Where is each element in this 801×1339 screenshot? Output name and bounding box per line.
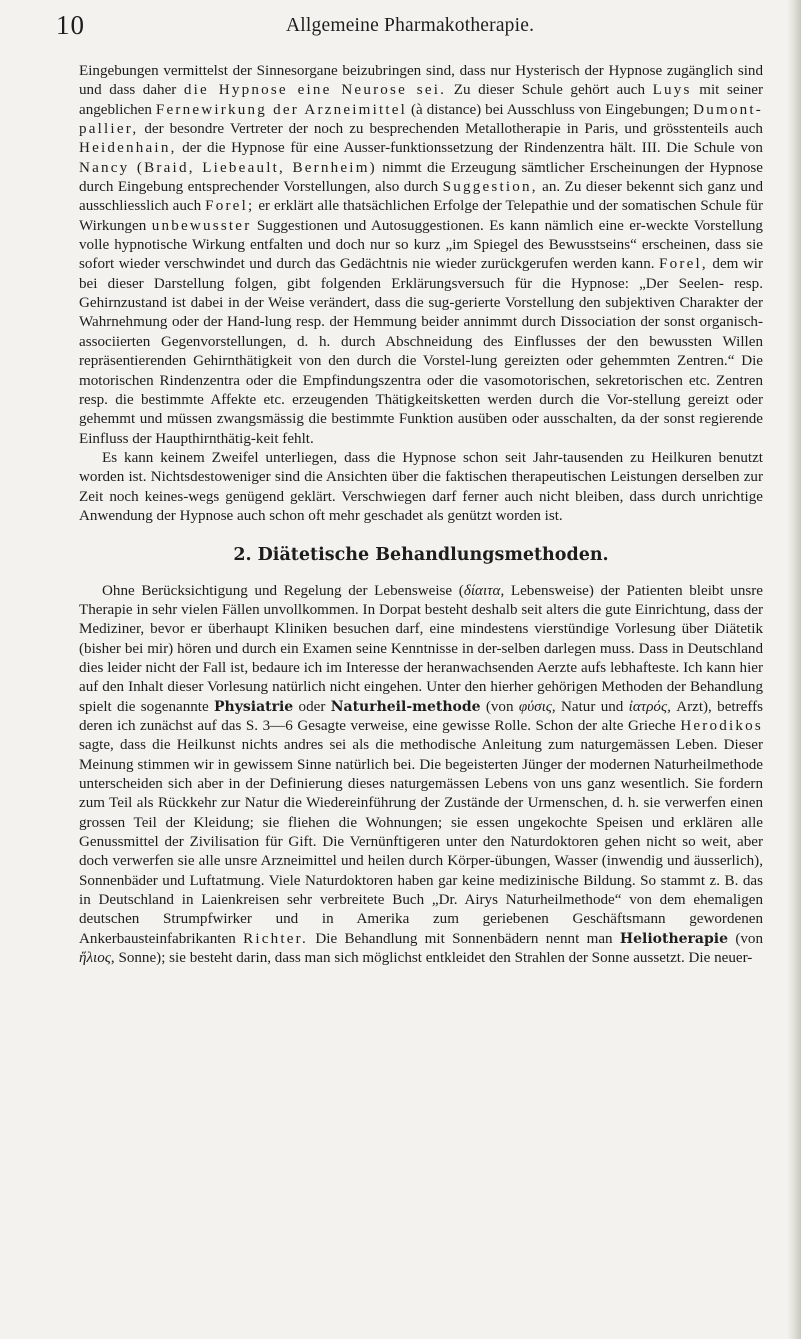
section-heading xyxy=(79,546,763,565)
greek-word: φύσις xyxy=(518,698,552,715)
text-run: , Sonne); sie besteht darin, dass man sich möglichst entkleidet den Strahlen der Sonne aussetzt. Die neuer- xyxy=(110,950,753,967)
paragraph-hypnosis-schools xyxy=(79,62,763,449)
text-run: Zu dieser Schule gehört auch xyxy=(453,82,646,99)
person-name: Dumont-pallier, xyxy=(79,101,763,138)
text-run: , Lebensweise) der Patienten bleibt unsre Therapie in sehr vielen Fällen unvollkommen. In Dorpat besteht deshalb seit alters die gute Einrichtung, dass der Mediziner, bevor er überhaupt Kliniken besuchen darf, eine mindestens vierstündige Vorlesung über Diätetik (bisher bei mir) hören und durch ein Examen seine Kenntnisse in der-selben darlegen muss. Dass in Deutschland dies leider nicht der Fall ist, bedaure ich im Interesse der heranwachsenden Aerzte aufs lebhafteste. Ich kann hier auf den Inhalt dieser Vorlesung natürlich nicht eingehen. Unter den hierher gehörigen Methoden der Behandlung spielt die sogenannte xyxy=(79,582,763,715)
text-run: (von xyxy=(485,698,514,715)
person-name: Nancy (Braid, Liebeault, Bernheim) xyxy=(79,159,377,176)
page-number: 10 xyxy=(56,10,85,40)
body-text xyxy=(79,62,763,968)
greek-word: δίαιτα xyxy=(463,582,501,599)
greek-word: ἥλιος xyxy=(79,950,111,967)
person-name: Heidenhain, xyxy=(79,140,177,157)
bold-term: Physiatrie xyxy=(214,698,294,715)
text-run: der besondre Vertreter der noch zu besprechenden Metallotherapie in Paris, und grösstenteils auch xyxy=(144,121,763,138)
paragraph-dietetics xyxy=(79,582,763,969)
spaced-emphasis: Fernewirkung der Arzneimittel xyxy=(155,101,408,118)
text-run: Suggestionen und Autosuggestionen. Es kann nämlich eine er-weckte Vorstellung volle hypnotische Wirkung entfalten und doch nur so kurz „im Spiegel des Bewusstseins“ erscheinen, dass sie sofort wieder verschwindet und durch das Gedächtnis nie wieder zurückgerufen werden kann. xyxy=(79,217,763,273)
text-run: er erklärt alle thatsächlichen Erfolge der Telepathie und der somatischen Schule für Wirkungen xyxy=(79,198,764,234)
text-run: der die Hypnose für eine Ausser-funktionssetzung der Rindenzentra hält. III. Die Schule von xyxy=(182,140,763,157)
text-run: dem wir bei dieser Darstellung folgen, gibt folgenden Erklärungsversuch für die Hypnose: „Der Seelen- resp. Gehirnzustand ist dabei in der Weise verändert, dass die sug-gerierte Vorstellung den subjektiven Charakter der Wahrnehmung oder der Hand-lung resp. der Hemmung beider annimmt durch Dissociation der sonst organisch-associierten Gegenvorstellungen, d. h. durch Abschneidung des Einflusses der den bewussten Willen repräsentierenden Gehirnthätigkeit von den durch die Vorstel-lung gereizten oder gehemmten Zentren.“ Die motorischen Rindenzentra oder die Empfindungszentra oder die vasomotorischen, sekretorischen etc. Zentren resp. die bestimmte Affekte etc. erzeugenden Thätigkeitsketten werden durch die Vor-stellung gereizt oder gehemmt und müssen zwangsmässig die bestimmte Funktion ausüben oder ausschalten, da der sonst regierende Einfluss der Haupthirnthätig-keit fehlt. xyxy=(79,256,764,447)
person-name: Forel, xyxy=(659,256,708,273)
text-run: sagte, dass die Heilkunst nichts andres sei als die methodische Anleitung zum naturgemässen Leben. Dieser Meinung stimmen wir in gewissem Sinne natürlich bei. Die begeisterten Jünger der modernen Naturheilmethode unterscheiden sich aber in der Definierung dieses naturgemässen Lebens von uns ganz wesentlich. Sie fordern zum Teil als Rückkehr zur Natur die Wiedereinführung der Zustände der Urmenschen, d. h. sie verwerfen einen grossen Teil der Kleidung; sie fliehen die Wohnungen; sie essen ungekochte Speisen und erklären alle Genussmittel der Zivilisation für Gift. Die Vernünftigeren unter den Naturdoktoren gehen nicht so weit, aber doch verwerfen sie alle unsre Arzneimittel und heilen durch Körper-übungen, Wasser (inwendig und äusserlich), Sonnenbäder und Luftatmung. Viele Naturdoktoren haben gar keine medizinische Bildung. So stammt z. B. das in Deutschland in Laienkreisen sehr verbreitete Buch „Dr. Airys Naturheilmethode“ von dem ehemaligen deutschen Strumpfwirker und in Amerika zum geriebenen Geschäftsmann gewordenen Ankerbausteinfabrikanten xyxy=(79,737,763,947)
paragraph-hypnosis-history: Es kann keinem Zweifel unterliegen, dass die Hypnose schon seit Jahr-tausenden zu Heilkuren benutzt worden ist. Nichtsdestoweniger sind die Ansichten über die faktischen therapeutischen Leistungen derselben zur Zeit noch keines-wegs genügend geklärt. Verschwiegen darf ferner auch nicht bleiben, dass durch unrichtige Anwendung der Hypnose auch schon oft mehr geschadet als genützt worden ist. xyxy=(79,449,763,524)
text-run: , Natur und xyxy=(551,698,624,715)
spaced-emphasis: Suggestion, xyxy=(442,179,538,196)
text-run: oder xyxy=(298,698,326,715)
section-number: 2. xyxy=(233,545,252,566)
person-name: Forel; xyxy=(205,198,255,215)
text-run: (von xyxy=(735,930,763,947)
spaced-emphasis: unbewusster xyxy=(151,217,252,234)
person-name: Herodikos xyxy=(680,718,763,734)
text-run: (à distance) bei Ausschluss von Eingebungen; xyxy=(411,101,690,118)
section-title: Diätetische Behandlungsmethoden. xyxy=(257,545,609,566)
bold-term: Heliotherapie xyxy=(619,930,729,947)
running-title: Allgemeine Pharmakotherapie. xyxy=(286,15,535,36)
person-name: Luys xyxy=(652,82,692,99)
spaced-emphasis: die Hypnose eine Neurose sei. xyxy=(183,82,447,99)
text-run: , Arzt), betreffs deren ich zunächst auf das S. 3—6 Gesagte verweise, eine gewisse Rolle. Schon der alte Grieche xyxy=(79,698,763,734)
running-head xyxy=(56,10,761,50)
text-run: mit seiner angeblichen xyxy=(79,82,763,118)
greek-word: ἰατρός xyxy=(628,698,668,715)
text-run: Eingebungen vermittelst der Sinnesorgane beizubringen sind, dass nur Hysterisch der Hypnose zugänglich sind und dass daher xyxy=(79,63,763,99)
person-name: Richter. xyxy=(243,930,309,947)
text-run: Ohne Berücksichtigung und Regelung der Lebensweise ( xyxy=(102,582,464,599)
text-run: Die Behandlung mit Sonnenbädern nennt man xyxy=(315,930,613,947)
text-run: nimmt die Erzeugung sämtlicher Erscheinungen der Hypnose durch Eingebung entsprechender Vorstellungen, also durch xyxy=(79,159,763,196)
text-run: an. Zu dieser bekennt sich ganz und ausschliesslich auch xyxy=(79,179,763,215)
page-edge-shadow xyxy=(787,0,801,1339)
bold-term: Naturheil-methode xyxy=(330,698,481,715)
